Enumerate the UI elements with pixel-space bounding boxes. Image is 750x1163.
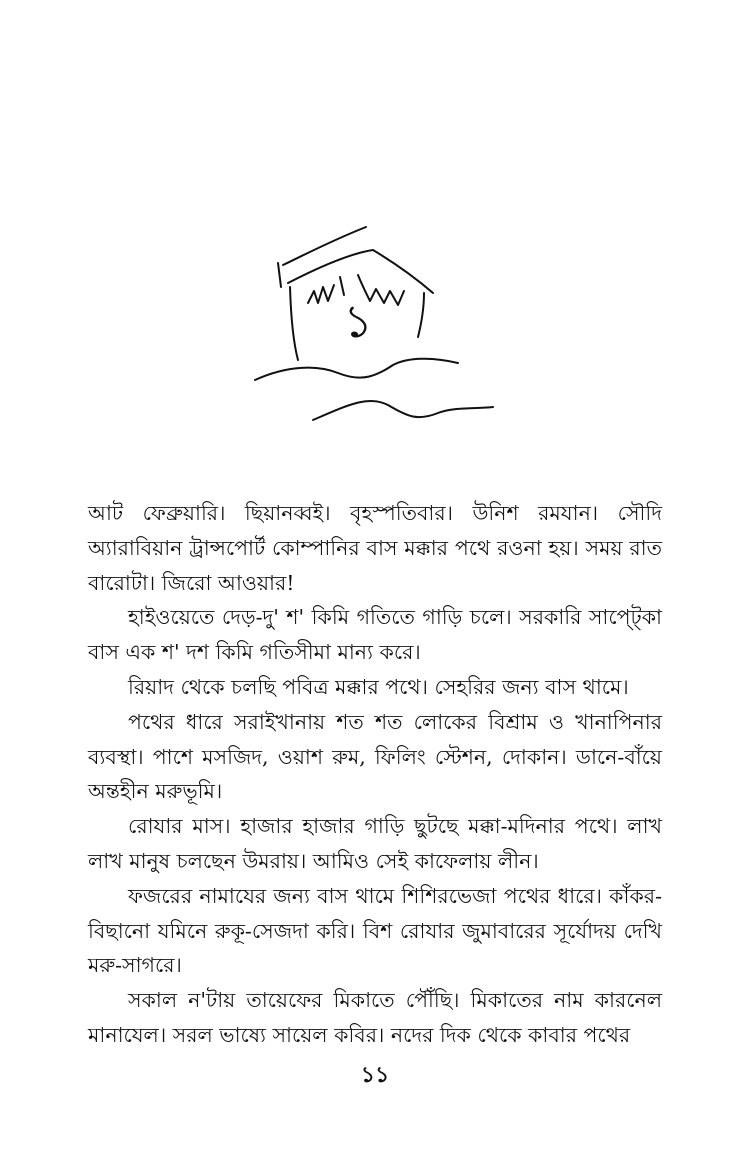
- paragraph: সকাল ন'টায় তায়েফের মিকাতে পৌঁছি। মিকাতের নাম কারনেল মানাযেল। সরল ভাষ্যে সায়েল কবির। নদের দিক থেকে কাবার পথের: [88, 988, 662, 1047]
- page-number: ১১: [360, 1062, 390, 1088]
- paragraph: ফজরের নামাযের জন্য বাস থামে শিশিরভেজা পথের ধারে। কাঁকর-বিছানো যমিনে রুকূ-সেজদা করি। বিশ রোযার জুমাবারের সূর্যোদয় দেখি মরু-সাগরে।: [88, 883, 662, 978]
- roof-line: [288, 250, 433, 293]
- roof-edge: [278, 263, 281, 287]
- paragraph: আট ফেব্রুয়ারি। ছিয়ানব্বই। বৃহস্পতিবার। উনিশ রমযান। সৌদি অ্যারাবিয়ান ট্রান্সপোর্ট কোম্পানির বাস মক্কার পথে রওনা হয়। সময় রাত বারোটা। জিরো আওয়ার!: [88, 501, 662, 595]
- chapter-body-text: [88, 496, 662, 1053]
- paragraph: রিয়াদ থেকে চলছি পবিত্র মক্কার পথে। সেহরির জন্য বাস থামে।: [128, 674, 629, 699]
- calligraphy-mark: [308, 285, 334, 303]
- paragraph: পথের ধারে সরাইখানায় শত শত লোকের বিশ্রাম ও খানাপিনার ব্যবস্থা। পাশে মসজিদ, ওয়াশ রুম, ফিলিং স্টেশন, দোকান। ডানে-বাঁয়ে অন্তহীন মরুভূমি।: [88, 709, 662, 804]
- dune-line: [255, 359, 458, 380]
- dune-line: [313, 401, 493, 420]
- chapter-number: ১: [343, 294, 373, 348]
- kaaba-sketch-illustration: [248, 225, 503, 435]
- roof-line: [283, 227, 366, 265]
- paragraph: রোযার মাস। হাজার হাজার গাড়ি ছুটছে মক্কা-মদিনার পথে। লাখ লাখ মানুষ চলছেন উমরায়। আমিও সেই কাফেলায় লীন।: [88, 814, 662, 873]
- left-wall: [290, 287, 298, 360]
- right-wall: [418, 293, 424, 337]
- calligraphy-mark: [340, 277, 344, 295]
- paragraph: হাইওয়েতে দেড়-দু' শ' কিমি গতিতে গাড়ি চলে। সরকারি সাপ্ট্কো বাস এক শ' দশ কিমি গতিসীমা মান্য করে।: [88, 605, 662, 665]
